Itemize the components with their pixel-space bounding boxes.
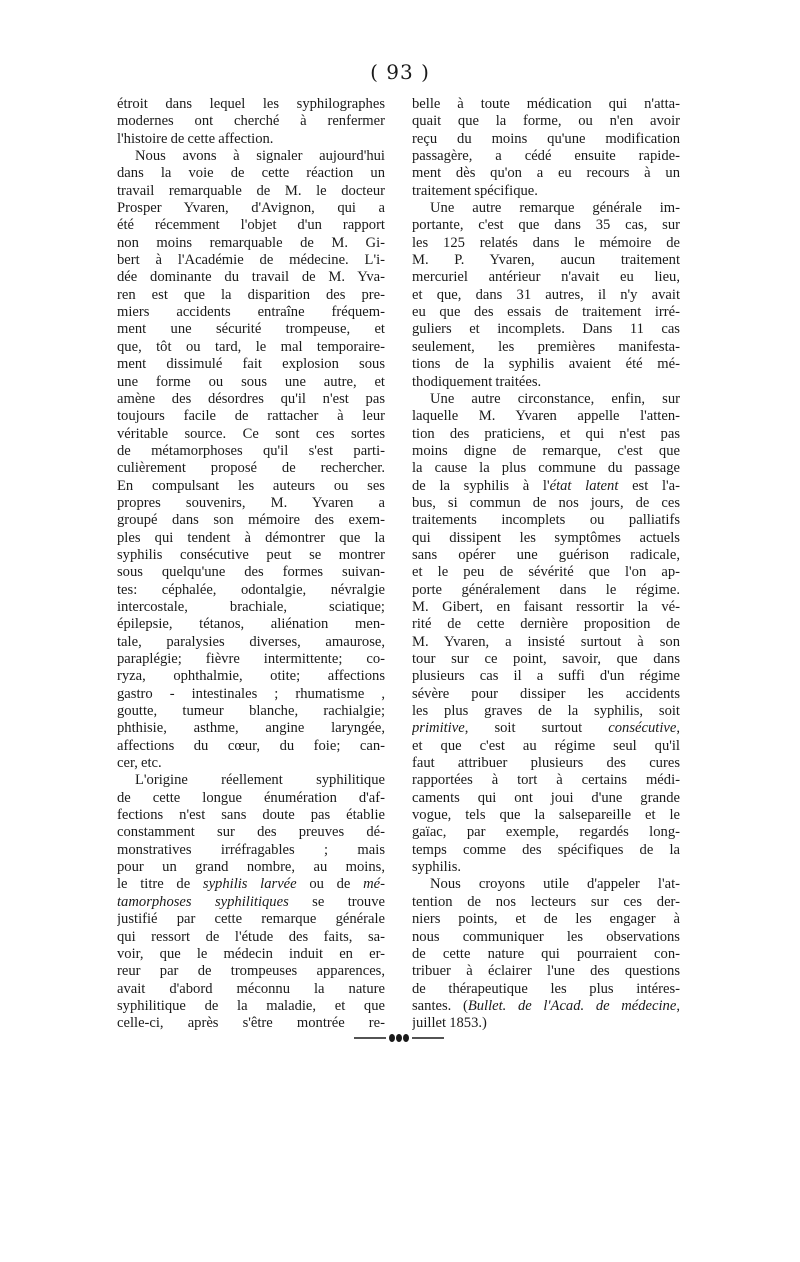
- text-line: [117, 686, 385, 703]
- line-text: que, tôt ou tard, le mal temporaire-: [117, 338, 385, 355]
- text-line: [412, 495, 680, 512]
- text-line: [412, 287, 680, 304]
- line-text: de métamorphoses qu'il s'est parti-: [117, 442, 385, 459]
- line-text: voir, que le médecin induit en er-: [117, 945, 385, 962]
- line-text: celle-ci, après s'être montrée re-: [117, 1015, 385, 1032]
- line-text: de thérapeutique les plus intéres-: [412, 980, 680, 997]
- line-text: L'origine réellement syphilitique: [135, 772, 385, 789]
- text-line: [412, 356, 680, 373]
- line-text: M. Gibert, en faisant ressortir la vé-: [412, 598, 680, 615]
- end-ornament: [352, 1032, 446, 1044]
- line-text: toujours facile de rattacher à leur: [117, 408, 385, 425]
- line-text: propres souvenirs, M. Yvaren a: [117, 494, 385, 511]
- line-text: est l'a-: [618, 477, 680, 494]
- text-line: [412, 131, 680, 148]
- italic-text: primitive: [412, 720, 465, 737]
- text-line: [117, 113, 385, 130]
- italic-text: tamorphoses syphilitiques: [117, 893, 289, 910]
- text-line: [117, 217, 385, 234]
- line-text: nous communiquer les observations: [412, 928, 680, 945]
- text-line: [117, 755, 385, 772]
- text-line: [412, 738, 680, 755]
- text-line: [412, 321, 680, 338]
- italic-text: syphilis larvée: [202, 876, 297, 893]
- text-line: [117, 807, 385, 824]
- text-line: [117, 148, 385, 165]
- text-line: [412, 582, 680, 599]
- line-text: bus, si commun de nos jours, de ces: [412, 494, 680, 511]
- text-line: [412, 443, 680, 460]
- text-line: [412, 512, 680, 529]
- line-text: Prosper Yvaren, d'Avignon, qui a: [117, 200, 385, 217]
- line-text: syphilis.: [412, 859, 462, 876]
- line-text: sans opérer une guérison radicale,: [412, 546, 680, 563]
- line-text: véritable source. Ce sont ces sortes: [117, 425, 385, 442]
- line-text: qui ressort de l'étude des faits, sa-: [117, 928, 385, 945]
- text-line: [412, 426, 680, 443]
- line-text: et que c'est au régime seul qu'il: [412, 737, 680, 754]
- italic-text: mé-: [363, 876, 385, 893]
- text-line: [412, 391, 680, 408]
- line-text: tour sur ce point, savoir, que dans: [412, 651, 680, 667]
- line-text: cer, etc.: [117, 755, 162, 772]
- italic-text: état latent: [549, 477, 619, 494]
- text-line: [412, 703, 680, 720]
- line-text: l'histoire de cette affection.: [117, 130, 274, 147]
- text-line: [412, 981, 680, 998]
- line-text: santes. (: [412, 997, 468, 1014]
- line-text: les 125 relatés dans le mémoire de: [412, 234, 680, 251]
- text-line: [412, 668, 680, 685]
- line-text: ment dissimulé fait explosion sous: [117, 356, 385, 373]
- line-text: portante, c'est que dans 35 cas, sur: [412, 217, 680, 234]
- line-text: et le peu de sévérité que l'on ap-: [412, 564, 680, 581]
- text-line: [117, 634, 385, 651]
- line-text: gastro - intestinales ; rhumatisme ,: [117, 685, 385, 702]
- text-line: [117, 859, 385, 876]
- line-text: modernes ont cherché à renfermer: [117, 113, 385, 130]
- line-text: , soit surtout: [464, 720, 609, 737]
- text-line: [412, 651, 680, 668]
- line-text: reur par de trompeuses apparences,: [117, 963, 385, 980]
- text-line: [412, 998, 680, 1015]
- line-text: se trouve: [288, 893, 385, 910]
- text-line: [117, 252, 385, 269]
- line-text: passagère, a cédé ensuite rapide-: [412, 148, 680, 165]
- text-line: [412, 963, 680, 980]
- line-text: belle à toute médication qui n'atta-: [412, 96, 680, 112]
- text-line: [117, 981, 385, 998]
- line-text: travail remarquable de M. le docteur: [117, 182, 385, 199]
- line-text: de cette longue énumération d'af-: [117, 789, 385, 806]
- text-line: [412, 824, 680, 841]
- line-text: vogue, tels que la salsepareille et le: [412, 807, 680, 824]
- text-line: [117, 599, 385, 616]
- text-line: [117, 183, 385, 200]
- line-text: ren est que la disparition des pre-: [117, 286, 385, 303]
- line-text: miers accidents entraîne fréquem-: [117, 304, 385, 321]
- text-line: [412, 842, 680, 859]
- text-column-right: [412, 96, 680, 1033]
- text-column-left: [117, 96, 385, 1033]
- line-text: pour un grand nombre, au moins,: [117, 859, 385, 876]
- text-line: [412, 616, 680, 633]
- line-text: syphilis consécutive peut se montrer: [117, 546, 385, 563]
- text-line: [117, 408, 385, 425]
- line-text: traitement spécifique.: [412, 182, 538, 199]
- text-line: [117, 998, 385, 1015]
- line-text: syphilitique de la maladie, et que: [117, 997, 385, 1014]
- line-text: une forme ou sous une autre, et: [117, 373, 385, 390]
- line-text: tes: céphalée, odontalgie, névralgie: [117, 581, 385, 598]
- text-line: [117, 356, 385, 373]
- line-text: avait d'abord méconnu la nature: [117, 980, 385, 997]
- line-text: temps comme des spécifiques de la: [412, 841, 680, 858]
- text-line: [117, 391, 385, 408]
- text-line: [117, 842, 385, 859]
- text-line: [412, 946, 680, 963]
- line-text: ment dès qu'on a eu recours à un: [412, 165, 680, 182]
- line-text: Une autre remarque générale im-: [430, 200, 680, 217]
- line-text: justifié par cette remarque générale: [117, 911, 385, 928]
- text-line: [117, 929, 385, 946]
- line-text: monstratives irréfragables ; mais: [117, 841, 385, 858]
- text-line: [412, 460, 680, 477]
- line-text: bert à l'Académie de médecine. L'i-: [117, 252, 385, 269]
- text-line: [412, 911, 680, 928]
- line-text: niers points, et de les engager à: [412, 911, 680, 928]
- text-line: [412, 148, 680, 165]
- line-text: M. Yvaren, a insisté surtout à son: [412, 633, 680, 650]
- text-line: [412, 217, 680, 234]
- line-text: goutte, tumeur blanche, rachialgie;: [117, 703, 385, 720]
- text-line: [117, 512, 385, 529]
- line-text: faut attribuer plusieurs des cures: [412, 755, 680, 772]
- line-text: laquelle M. Yvaren appelle l'atten-: [412, 408, 680, 425]
- text-line: [412, 113, 680, 130]
- text-line: [117, 287, 385, 304]
- text-line: [412, 859, 680, 876]
- text-line: [117, 478, 385, 495]
- text-line: [117, 235, 385, 252]
- text-line: [412, 235, 680, 252]
- text-line: [412, 772, 680, 789]
- text-line: [117, 131, 385, 148]
- text-line: [117, 876, 385, 893]
- line-text: été récemment l'objet d'un rapport: [117, 217, 385, 234]
- line-text: qui dissipent les symptômes actuels: [412, 529, 680, 546]
- line-text: quait que la forme, ou n'en avoir: [412, 113, 680, 130]
- text-line: [117, 339, 385, 356]
- text-line: [117, 460, 385, 477]
- text-line: [117, 668, 385, 685]
- line-text: ment une sécurité trompeuse, et: [117, 321, 385, 338]
- line-text: mercuriel antérieur n'avait eu lieu,: [412, 269, 680, 286]
- line-text: ou de: [296, 876, 364, 893]
- text-line: [117, 495, 385, 512]
- text-line: [412, 634, 680, 651]
- line-text: M. P. Yvaren, aucun traitement: [412, 252, 680, 269]
- text-line: [117, 426, 385, 443]
- text-line: [412, 374, 680, 391]
- line-text: juillet 1853.): [412, 1015, 487, 1032]
- text-line: [117, 582, 385, 599]
- line-text: affections du cœur, du foie; can-: [117, 737, 385, 754]
- text-line: [117, 616, 385, 633]
- text-line: [117, 321, 385, 338]
- text-line: [117, 564, 385, 581]
- line-text: non moins remarquable de M. Gi-: [117, 234, 385, 251]
- line-text: constamment sur des preuves dé-: [117, 824, 385, 841]
- line-text: sous quelqu'une des formes suivan-: [117, 564, 385, 581]
- line-text: thodiquement traitées.: [412, 373, 542, 390]
- text-line: [117, 963, 385, 980]
- italic-text: Bullet. de l'Acad. de médecine: [467, 997, 677, 1014]
- text-line: [117, 96, 385, 113]
- line-text: de cette nature qui pourraient con-: [412, 945, 680, 962]
- text-line: [117, 703, 385, 720]
- line-text: dée dominante du travail de M. Yva-: [117, 269, 385, 286]
- text-line: [412, 790, 680, 807]
- line-text: intercostale, brachiale, sciatique;: [117, 598, 385, 615]
- line-text: caments qui ont joui d'une grande: [412, 789, 680, 806]
- text-line: [412, 599, 680, 616]
- text-line: [412, 807, 680, 824]
- line-text: seulement, les premières manifesta-: [412, 338, 680, 355]
- text-line: [117, 304, 385, 321]
- line-text: En compulsant les auteurs ou ses: [117, 477, 385, 494]
- line-text: les plus graves de la syphilis, soit: [412, 703, 680, 720]
- text-line: [117, 772, 385, 789]
- line-text: et que, dans 31 autres, il n'y avait: [412, 286, 680, 303]
- line-text: plusieurs cas il a suffi d'un régime: [412, 668, 680, 685]
- text-line: [412, 530, 680, 547]
- text-line: [117, 269, 385, 286]
- text-line: [412, 686, 680, 703]
- line-text: paraplégie; fièvre intermittente; co-: [117, 651, 385, 667]
- line-text: étroit dans lequel les syphilographes: [117, 96, 385, 112]
- line-text: tions de la syphilis avaient été mé-: [412, 356, 680, 373]
- line-text: le titre de: [117, 876, 203, 893]
- text-line: [117, 738, 385, 755]
- line-text: phthisie, asthme, angine laryngée,: [117, 720, 385, 737]
- text-line: [412, 564, 680, 581]
- line-text: reçu du moins qu'une modification: [412, 130, 680, 147]
- line-text: dans la voie de cette réaction un: [117, 165, 385, 182]
- line-text: rapportées à tort à certains médi-: [412, 772, 680, 789]
- text-line: [117, 165, 385, 182]
- text-line: [117, 530, 385, 547]
- line-text: épilepsie, tétanos, aliénation men-: [117, 616, 385, 633]
- text-line: [117, 824, 385, 841]
- line-text: de la syphilis à l': [412, 477, 550, 494]
- text-line: [117, 1015, 385, 1032]
- text-line: [412, 755, 680, 772]
- text-line: [412, 929, 680, 946]
- line-text: tention de nos lecteurs sur ces der-: [412, 893, 680, 910]
- text-line: [117, 790, 385, 807]
- line-text: traitements incomplets ou palliatifs: [412, 512, 680, 529]
- text-line: [117, 946, 385, 963]
- text-line: [117, 720, 385, 737]
- line-text: Nous avons à signaler aujourd'hui: [135, 148, 385, 165]
- text-line: [117, 200, 385, 217]
- text-line: [412, 547, 680, 564]
- line-text: eu que des essais de traitement irré-: [412, 304, 680, 321]
- text-line: [117, 911, 385, 928]
- line-text: ryza, ophthalmie, otite; affections: [117, 668, 385, 685]
- text-line: [412, 894, 680, 911]
- line-text: ,: [676, 720, 680, 737]
- line-text: tale, paralysies diverses, amaurose,: [117, 633, 385, 650]
- line-text: Une autre circonstance, enfin, sur: [430, 390, 680, 407]
- line-text: Nous croyons utile d'appeler l'at-: [430, 876, 680, 893]
- text-line: [412, 720, 680, 737]
- line-text: groupé dans son mémoire des exem-: [117, 512, 385, 529]
- text-line: [412, 1015, 680, 1032]
- line-text: moins digne de remarque, c'est que: [412, 442, 680, 459]
- line-text: culièrement proposé de rechercher.: [117, 460, 385, 477]
- text-line: [412, 165, 680, 182]
- text-line: [412, 183, 680, 200]
- text-line: [412, 478, 680, 495]
- line-text: ,: [676, 997, 680, 1014]
- line-text: tribuer à éclairer l'une des questions: [412, 963, 680, 980]
- line-text: rité de cette dernière proposition de: [412, 616, 680, 633]
- text-line: [412, 200, 680, 217]
- text-line: [412, 876, 680, 893]
- line-text: gaïac, par exemple, regardés long-: [412, 824, 680, 841]
- line-text: amène des désordres qu'il n'est pas: [117, 390, 385, 407]
- text-line: [412, 269, 680, 286]
- text-line: [412, 252, 680, 269]
- line-text: fections n'est sans doute pas établie: [117, 807, 385, 824]
- text-line: [412, 339, 680, 356]
- italic-text: consécutive: [608, 720, 677, 737]
- line-text: sévère pour dissiper les accidents: [412, 685, 680, 702]
- text-line: [412, 96, 680, 113]
- text-line: [117, 547, 385, 564]
- text-line: [117, 651, 385, 668]
- text-line: [412, 408, 680, 425]
- text-line: [117, 443, 385, 460]
- line-text: guliers et incomplets. Dans 11 cas: [412, 321, 680, 338]
- line-text: tion des praticiens, et qui n'est pas: [412, 425, 680, 442]
- page-number: ( 93 ): [370, 60, 430, 84]
- text-line: [117, 894, 385, 911]
- text-line: [412, 304, 680, 321]
- text-line: [117, 374, 385, 391]
- line-text: la cause la plus commune du passage: [412, 460, 680, 477]
- line-text: porte généralement dans le régime.: [412, 581, 680, 598]
- line-text: ples qui tendent à démontrer que la: [117, 529, 385, 546]
